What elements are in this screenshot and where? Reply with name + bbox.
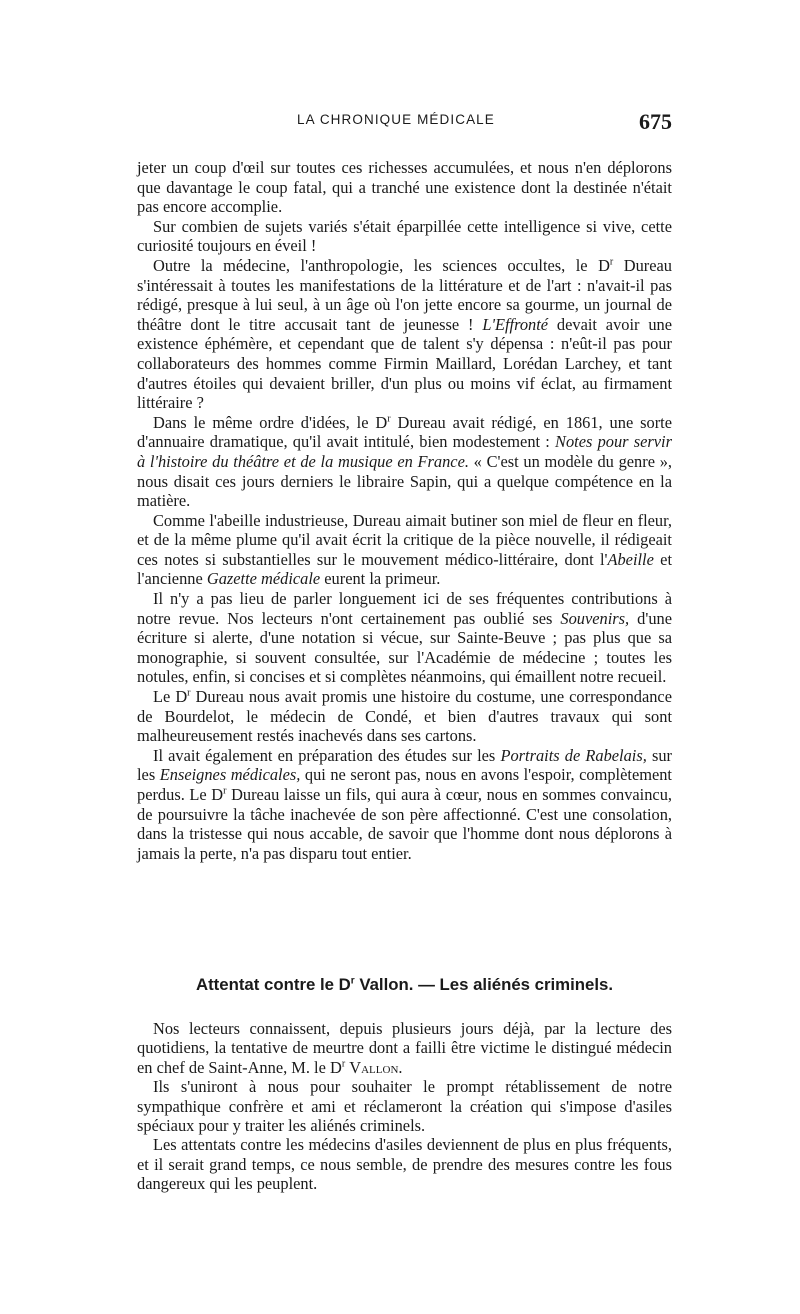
text-run: Dureau avait rédigé, en 1861, une sorte d'annuaire dramatique, qu'il avait intitulé, bien modestement : xyxy=(137,412,672,452)
italic-title: Souvenirs, xyxy=(560,608,630,628)
italic-title: Gazette médicale xyxy=(206,569,321,589)
paragraph-8 xyxy=(137,746,672,864)
paragraph-2: Sur combien de sujets variés s'était éparpillée cette intelligence si vive, cette curiosité toujours en éveil ! xyxy=(137,216,672,256)
section-paragraph-1 xyxy=(137,1019,672,1077)
superscript: r xyxy=(187,687,191,699)
paragraph-6 xyxy=(137,589,672,687)
paragraph-7 xyxy=(137,687,672,746)
small-caps-name: Vallon xyxy=(349,1057,399,1077)
heading-run: Attentat contre le D xyxy=(195,975,351,994)
text-run: Dureau laisse un fils, qui aura à cœur, nous en sommes convaincu, de poursuivre la tâche inachevée de son père affectionné. C'est une consolation, dans la tristesse qui nous accable, de savoir que l'homme dont nous déplorons à jamais la perte, n'a pas disparu tout entier. xyxy=(137,785,672,863)
superscript: r xyxy=(350,975,355,987)
running-title: LA CHRONIQUE MÉDICALE xyxy=(297,112,495,127)
text-run: . xyxy=(398,1057,403,1077)
superscript: r xyxy=(223,785,227,797)
superscript: r xyxy=(387,413,391,425)
text-run: Outre la médecine, l'anthropologie, les sciences occultes, le D xyxy=(153,255,610,275)
section-paragraph-3: Les attentats contre les médecins d'asiles deviennent de plus en plus fréquents, et il serait grand temps, ce nous semble, de prendre des mesures contre les fous dangereux qui les peuplent. xyxy=(137,1135,672,1194)
text-run: Dureau nous avait promis une histoire du costume, une correspondance de Bourdelot, le médecin de Condé, et bien d'autres travaux qui sont malheureusement restés inachevés dans ses cartons. xyxy=(137,687,672,746)
article-body xyxy=(137,158,672,863)
text-run: sur les xyxy=(137,745,672,785)
text-run: Le D xyxy=(153,687,188,707)
paragraph-4 xyxy=(137,413,672,511)
superscript: r xyxy=(341,1058,346,1070)
text-run: Il n'y a pas lieu de parler longuement ici de ses fréquentes contributions à notre revue. Nos lecteurs n'ont certainement pas oublié ses xyxy=(137,589,672,628)
paragraph-5 xyxy=(137,511,672,589)
running-header xyxy=(137,109,672,142)
text-run: devait avoir une existence éphémère, et cependant que de talent s'y dépensa : n'eût-il pas pour collaborateurs des hommes comme Firmin Maillard, Lorédan Larchey, et tant d'autres étoiles qui devaient briller, d'un plus ou moins vif éclat, au firmament littéraire ? xyxy=(137,314,672,413)
text-run: Comme l'abeille industrieuse, Dureau aimait butiner son miel de fleur en fleur, et de la même plume qu'il avait écrit la critique de la pièce nouvelle, il rédigeait ces notes si substantielles sur le mouvement médico-littéraire, dont l' xyxy=(137,510,672,569)
italic-title: Portraits de Rabelais, xyxy=(500,745,647,765)
text-run: d'une écriture si alerte, d'une notation si vécue, sur Sainte-Beuve ; pas plus que sa monographie, si souvent consultée, sur l'Académie de médecine ; toutes les notules, enfin, si concises et si complètes néanmoins, qui émaillent notre recueil. xyxy=(137,608,672,687)
section-body xyxy=(137,1019,672,1194)
text-run: qui ne seront pas, nous en avons l'espoir, complètement perdus. Le D xyxy=(137,765,672,804)
italic-title: Notes pour servir à l'histoire du théâtre et de la musique en France. xyxy=(137,432,672,471)
text-run: et l'ancienne xyxy=(137,549,672,589)
superscript: r xyxy=(609,256,614,268)
italic-title: Abeille xyxy=(607,549,654,569)
paragraph-1: jeter un coup d'œil sur toutes ces richesses accumulées, et nous n'en déplorons que davantage le coup fatal, qui a tranché une existence dont la destinée n'était pas encore accomplie. xyxy=(137,158,672,217)
text-run: Il avait également en préparation des études sur les xyxy=(153,745,501,765)
section-vallon xyxy=(137,974,672,1194)
section-heading xyxy=(137,974,672,996)
text-run: Dureau s'intéressait à toutes les manifestations de la littérature et de l'art : n'avait-il pas rédigé, presque à lui seul, à un âge où l'on jette encore sa gourme, un journal de théâtre dont le titre accusait tant de jeunesse ! xyxy=(137,255,672,334)
page-number: 675 xyxy=(639,109,672,134)
italic-title: L'Effronté xyxy=(482,314,549,334)
heading-run: Vallon. — Les aliénés criminels. xyxy=(354,975,614,994)
italic-title: Enseignes médicales, xyxy=(159,765,301,785)
text-run: « C'est un modèle du genre », nous disait ces jours derniers le libraire Sapin, qui a quelque compétence en la matière. xyxy=(137,451,672,511)
text-run: eurent la primeur. xyxy=(320,569,441,589)
text-run: Dans le même ordre d'idées, le D xyxy=(153,412,388,432)
text-run: Nos lecteurs connaissent, depuis plusieurs jours déjà, par la lecture des quotidiens, la tentative de meurtre dont a failli être victime le distingué médecin en chef de Saint-Anne, M. le D xyxy=(137,1019,672,1077)
paragraph-3 xyxy=(137,256,672,413)
section-paragraph-2: Ils s'uniront à nous pour souhaiter le prompt rétablissement de notre sympathique confrère et ami et réclameront la création qui s'impose d'asiles spéciaux pour y traiter les aliénés criminels. xyxy=(137,1077,672,1136)
